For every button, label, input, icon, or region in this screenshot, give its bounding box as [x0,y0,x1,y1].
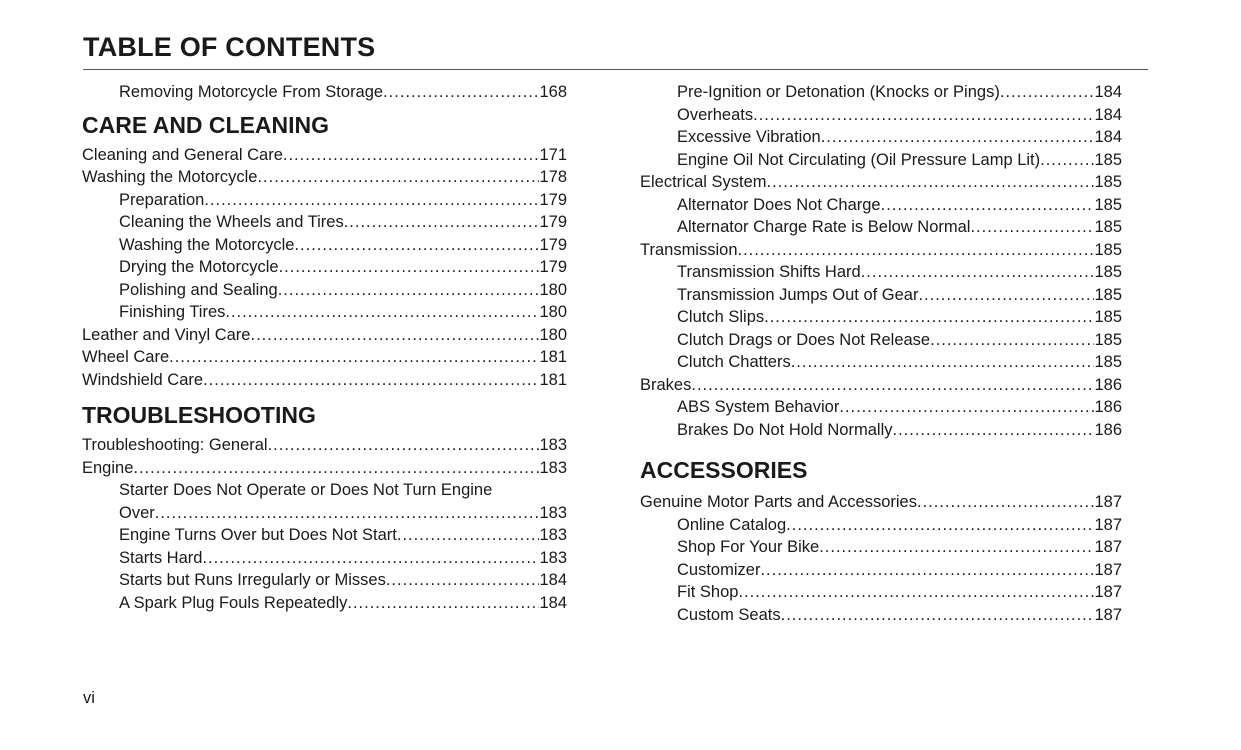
title-divider [83,69,1148,70]
dot-leader [225,301,539,324]
toc-entry-page: 179 [539,213,567,231]
toc-entry[interactable] [640,559,1122,582]
toc-entry-page: 187 [1094,605,1122,624]
toc-entry[interactable] [640,396,1122,419]
page-title: TABLE OF CONTENTS [83,32,376,62]
dot-leader [786,514,1094,537]
toc-entry-label: Cleaning the Wheels and Tires [119,213,344,231]
toc-entry-label: Starter Does Not Operate or Does Not Turn Engine [119,481,493,499]
toc-entry[interactable] [82,301,567,324]
toc-entry-page: 186 [1094,420,1122,439]
toc-entry-page: 187 [1094,538,1122,556]
toc-entry[interactable] [82,346,567,369]
toc-entry-label: Starts Hard [119,548,203,567]
toc-entry-page: 185 [1094,173,1122,191]
toc-entry-label: Leather and Vinyl Care [82,325,251,344]
toc-entry-page: 181 [539,348,567,366]
toc-entry-label: Troubleshooting: General [82,436,268,454]
toc-entry-page: 184 [1094,83,1122,101]
dot-leader [250,324,539,347]
toc-entry[interactable] [640,104,1122,127]
care-and-cleaning-list [82,144,567,392]
toc-entry-wrapped-continuation[interactable] [82,502,567,525]
dot-leader [917,491,1094,514]
dot-leader [839,396,1094,419]
section-heading-troubleshooting: TROUBLESHOOTING [82,402,316,428]
toc-entry-label: Finishing Tires [119,303,226,321]
toc-entry-label: Starts but Runs Irregularly or Misses [119,571,386,589]
toc-entry[interactable] [640,329,1122,352]
dot-leader [278,279,540,302]
toc-entry-label: Electrical System [640,173,767,191]
toc-entry-page: 178 [539,168,567,186]
section-heading-care-and-cleaning: CARE AND CLEANING [82,111,330,138]
toc-entry-page: 180 [539,280,567,299]
dot-leader [930,329,1094,352]
toc-entry[interactable] [82,256,567,279]
dot-leader [821,126,1095,149]
dot-leader [279,256,540,279]
toc-entry-page: 187 [1094,583,1122,601]
toc-entry[interactable] [640,126,1122,149]
dot-leader [347,592,539,615]
toc-entry[interactable] [640,239,1122,262]
dot-leader [918,284,1094,307]
toc-entry-page: 185 [1094,218,1122,236]
toc-right-column [640,81,1122,626]
toc-entry-page: 179 [539,235,567,254]
toc-entry[interactable] [640,581,1122,604]
dot-leader [257,166,539,189]
toc-entry-label: Polishing and Sealing [119,280,278,299]
troubleshooting-list [82,434,567,614]
dot-leader [202,547,539,570]
toc-entry-label: Clutch Drags or Does Not Release [677,330,931,349]
toc-entry-label: Overheats [677,105,754,124]
dot-leader [294,234,539,257]
toc-entry-label: Pre-Ignition or Detonation (Knocks or Pings) [677,83,1000,101]
toc-entry-page: 185 [1094,195,1122,214]
dot-leader [738,239,1095,262]
dot-leader [892,419,1094,442]
troubleshooting-continued-list [640,81,1122,441]
toc-entry-label: Genuine Motor Parts and Accessories [640,493,917,511]
toc-entry[interactable] [640,171,1122,194]
toc-entry[interactable] [640,216,1122,239]
toc-entry-label: Transmission Jumps Out of Gear [677,285,919,304]
toc-entry-label: Washing the Motorcycle [82,168,258,186]
dot-leader [1000,81,1095,104]
toc-entry-label: Custom Seats [677,605,781,624]
dot-leader [861,261,1095,284]
toc-entry-wrapped-first-line[interactable] [82,479,567,502]
toc-entry-page: 180 [539,325,567,344]
dot-leader [1040,149,1094,172]
toc-entry[interactable] [640,491,1122,514]
dot-leader [881,194,1095,217]
toc-entry[interactable] [82,81,567,104]
toc-entry-page: 184 [1094,128,1122,146]
toc-entry-label: Shop For Your Bike [677,538,820,556]
toc-entry-label: Brakes Do Not Hold Normally [677,420,893,439]
toc-left-column [82,81,567,614]
toc-entry[interactable] [82,234,567,257]
toc-entry[interactable] [82,434,567,457]
section-heading-accessories: ACCESSORIES [640,457,808,483]
dot-leader [133,457,539,480]
toc-entry[interactable] [82,369,567,392]
toc-entry[interactable] [640,374,1122,397]
toc-entry-page: 185 [1094,308,1122,326]
dot-leader [344,211,540,234]
dot-leader [819,536,1094,559]
toc-entry-label-continued: Over [119,503,155,522]
toc-entry[interactable] [82,457,567,480]
toc-entry[interactable] [82,211,567,234]
dot-leader [204,189,539,212]
toc-entry-page: 181 [539,370,567,389]
dot-leader [781,604,1095,627]
toc-entry-label: Engine Oil Not Circulating (Oil Pressure Lamp Lit) [677,150,1041,169]
toc-entry[interactable] [640,351,1122,374]
toc-entry-page: 185 [1094,285,1122,304]
dot-leader [760,559,1094,582]
dot-leader [764,306,1094,329]
toc-entry-label: Online Catalog [677,515,787,534]
toc-entry-page: 186 [1094,398,1122,416]
toc-entry-page: 183 [539,526,567,544]
toc-entry[interactable] [82,547,567,570]
toc-entry-page: 185 [1094,330,1122,349]
toc-entry[interactable] [640,536,1122,559]
toc-entry[interactable] [82,189,567,212]
toc-entry-page: 179 [539,258,567,276]
toc-entry-page: 187 [1094,493,1122,511]
toc-entry-label: A Spark Plug Fouls Repeatedly [119,593,348,612]
toc-entry-label: Transmission [640,240,738,259]
toc-entry[interactable] [82,592,567,615]
toc-entry-label: Preparation [119,190,205,209]
toc-entry-label: Alternator Does Not Charge [677,195,881,214]
toc-entry-label: Wheel Care [82,348,170,366]
toc-entry-page: 183 [539,436,567,454]
toc-entry-page: 171 [539,145,567,164]
dot-leader [169,346,539,369]
toc-entry-label: Clutch Slips [677,308,765,326]
toc-entry[interactable] [640,149,1122,172]
dot-leader [767,171,1095,194]
toc-entry[interactable] [640,261,1122,284]
toc-entry-label: Windshield Care [82,370,204,389]
toc-entry-label: Excessive Vibration [677,128,821,146]
dot-leader [155,502,540,525]
toc-entry-label: Alternator Charge Rate is Below Normal [677,218,971,236]
dot-leader [791,351,1095,374]
toc-entry-page: 184 [539,593,567,612]
toc-entry[interactable] [640,284,1122,307]
toc-entry-label: Engine [82,458,134,477]
toc-entry-page: 187 [1094,515,1122,534]
dot-leader [397,524,540,547]
toc-entry[interactable] [82,144,567,167]
toc-entry[interactable] [640,306,1122,329]
toc-entry[interactable] [640,419,1122,442]
toc-entry[interactable] [640,604,1122,627]
toc-entry-page: 184 [1094,105,1122,124]
dot-leader [970,216,1094,239]
toc-entry-label: Engine Turns Over but Does Not Start [119,526,397,544]
toc-entry-page: 179 [539,190,567,209]
accessories-list [640,491,1122,626]
dot-leader [738,581,1094,604]
toc-entry[interactable] [640,194,1122,217]
toc-entry-label: Clutch Chatters [677,353,791,371]
toc-entry-label: Drying the Motorcycle [119,258,279,276]
toc-entry-label: Transmission Shifts Hard [677,263,861,281]
dot-leader [268,434,540,457]
toc-entry-label: Removing Motorcycle From Storage [119,83,384,101]
toc-entry-page: 180 [539,303,567,321]
dot-leader [283,144,540,167]
toc-entry-label: Customizer [677,560,761,579]
toc-entry-page: 183 [539,548,567,567]
toc-entry-page: 187 [1094,560,1122,579]
toc-entry[interactable] [82,569,567,592]
dot-leader [203,369,539,392]
dot-leader [691,374,1094,397]
page-number: vi [83,689,95,707]
toc-entry-page: 186 [1094,375,1122,394]
toc-entry-page: 168 [539,83,567,101]
toc-entry-page: 183 [539,503,567,522]
toc-entry-page: 185 [1094,263,1122,281]
toc-entry-page: 185 [1094,353,1122,371]
toc-entry-label: Cleaning and General Care [82,145,283,164]
toc-entry-label: Washing the Motorcycle [119,235,295,254]
toc-entry-page: 185 [1094,150,1122,169]
toc-entry[interactable] [82,166,567,189]
dot-leader [383,81,539,104]
toc-entry[interactable] [82,279,567,302]
toc-entry[interactable] [82,324,567,347]
dot-leader [753,104,1094,127]
toc-entry[interactable] [640,514,1122,537]
toc-entry-page: 183 [539,458,567,477]
toc-entry-page: 185 [1094,240,1122,259]
toc-entry-label: ABS System Behavior [677,398,840,416]
toc-entry-page: 184 [539,571,567,589]
dot-leader [386,569,540,592]
toc-entry[interactable] [640,81,1122,104]
toc-entry[interactable] [82,524,567,547]
toc-entry-label: Brakes [640,375,692,394]
toc-entry-label: Fit Shop [677,583,739,601]
